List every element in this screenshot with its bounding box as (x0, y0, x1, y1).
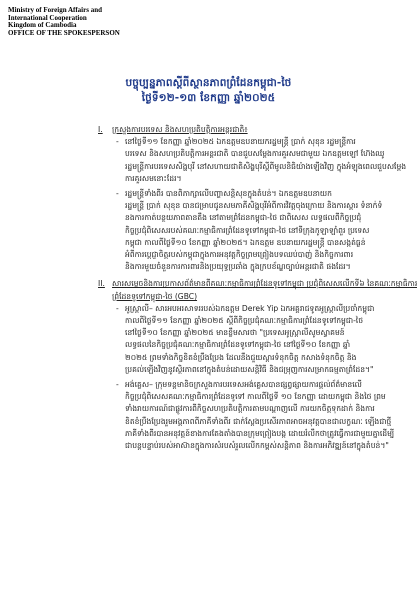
paragraph-line: ២០២៥ ព្រមទាំងកិច្ចខិតខំប្រឹងប្រែង ដែលនឹងជួយស្ដារទំនុកចិត្ត កសាងទំនុកចិត្ត និង (125, 352, 357, 362)
paragraph-line: ភាគីទាំងពីរបានអនុវត្តន៍ខាងការតែងតាំងបានក្រុមព្រៀងបង្ក ដោយរំលឹកថាត្រូវធ្វើការជាមួយគ្នាដើម្បី (125, 428, 395, 438)
section-2 (98, 278, 417, 452)
header-line: Kingdom of Cambodia (8, 21, 77, 30)
section-title-cont: ព្រំដែនទូទៅកម្ពុជា-ថៃ (GBC) (112, 291, 198, 301)
list-item (116, 188, 398, 273)
paragraph-line: បរទេស និងសហប្រតិបត្តិការអន្តរជាតិ បានជួបសម្ដែងការគួរសមជាមួយ ឯកឧត្តមឡៅ ហ៊ែងឈូ (125, 149, 385, 159)
paragraph-line: រដ្ឋមន្ត្រីទាំងពីរ បានពិភាក្សាលើបញ្ហាសន្តិសុខក្នុងតំបន់។ ឯកឧត្តមឧបនាយក (125, 189, 332, 199)
paragraph-line: នៅថ្ងៃទី១០ ខែកញ្ញា ឆ្នាំ២០២៥ មានខ្លឹមសារថា "ប្រទេសអូស្ត្រាលីសូមស្វាគមន៍ (125, 328, 345, 338)
title-line-1: បច្ចុប្បន្នភាពស្តីពីស្ថានភាពព្រំដែនកម្ពុជា-ថៃ (125, 77, 292, 89)
paragraph-line: ការគួរសមនោះដែរ។ (125, 173, 182, 183)
bullet-dash-icon: - (116, 303, 119, 313)
header-line: Ministry of Foreign Affairs and (8, 6, 102, 14)
paragraph-line: ទាំងរាយការណ៍ជាផ្លូវការពីកិច្ចសហប្រតិបត្តិការតាមបណ្ដាញលើ ការយកចិត្តទុកដាក់ និងការ (125, 404, 375, 414)
title-line-2: ថ្ងៃទី១២-១៣ ខែកញ្ញា ឆ្នាំ២០២៥ (141, 92, 276, 104)
paragraph-line: រដ្ឋមន្ត្រី ប្រាក់ សុខុន បានជម្រាបជូនសមភាគីសិង្ហបុរីអំពីការវិវត្តចុងក្រោយ និងការស្ដារ ទំនាក់ទំ (125, 201, 383, 211)
paragraph-line: កិច្ចប្រជុំពិសេសរបស់គណៈកម្មាធិការព្រំដែនទូទៅកម្ពុជា-ថៃ នៅទីក្រុងកូឡាឡាំពួរ ប្រទេស (125, 225, 370, 235)
section-title: សារសម្ដេចនិងការប្រកាសព័ត៌មានពីគណៈកម្មាធិការព្រំដែនទូទៅកម្ពុជា ប្រជុំពិសេសលើកទី៦ នៃគណៈកម្មាធិការ (112, 279, 417, 289)
header-line: International Cooperation (8, 13, 87, 22)
bullet-dash-icon: - (116, 137, 119, 147)
section-title: ក្រសួងការបរទេស និងសហប្រតិបត្តិការអន្តរជាតិ៖ (112, 125, 248, 134)
ministry-header (8, 7, 120, 37)
list-item (116, 136, 407, 185)
paragraph-line: កម្ពុជា កាលពីថ្ងៃទី១០ ខែកញ្ញា ឆ្នាំ២០២៥។ ឯកឧត្តម ឧបនាយករដ្ឋមន្ត្រី បានសង្កត់ធ្ងន់ (125, 237, 366, 247)
paragraph-line: ខិតខំប្រឹងប្រែងរួមអង្គភាពពីភាគីទាំងពីរ ជាក់ស្តែងប្រសើរភាពអាចអនុវត្តបានជាលក្ខណៈ ឡើងជាថ្មី (125, 416, 392, 426)
section-heading (98, 278, 417, 302)
list-item (116, 303, 398, 376)
section-1 (98, 124, 407, 273)
document-body (98, 124, 417, 452)
section-heading (98, 124, 398, 136)
header-line: OFFICE OF THE SPOKESPERSON (8, 28, 120, 37)
paragraph-line: អូស្ត្រាលី– សារអបអរសាទររបស់ឯកឧត្តម Derek Yip ឯកអគ្គរាជទូតអូស្ត្រាលីប្រចាំកម្ពុជា (125, 303, 375, 313)
paragraph-line: ជាបន្តបន្ទាប់របស់អាស៊ានក្នុងការសំរបសំរួលលើកកម្ពស់សន្តិភាព និងការអភិវឌ្ឍន៍នៅក្នុងតំបន់។" (125, 441, 389, 451)
list-item (116, 379, 398, 452)
paragraph-line: កាលពីថ្ងៃទី១១ ខែកញ្ញា ឆ្នាំ២០២៥ ស្ដីពីកិច្ចប្រជុំគណៈកម្មាធិការព្រំដែនទូទៅកម្ពុជា-ថៃ (125, 316, 364, 326)
paragraph-line: កិច្ចប្រជុំពិសេសគណៈកម្មាធិការព្រំដែនទូទៅ កាលពីថ្ងៃទី ១០ ខែកញ្ញា ដោយកម្ពុជា និងថៃ ព្រម (125, 392, 386, 402)
bullet-dash-icon: - (116, 189, 119, 199)
section-number: II. (98, 279, 105, 289)
paragraph-line: និងការមួយចំនួនការការពារនិងប្រយុទ្ធប្រឆាំង ក្នុងក្របខ័ណ្ឌច្បាប់អន្តរជាតិ ផងដែរ។ (125, 262, 351, 272)
paragraph-line: ប្រគល់ឡើងវិញនូវស្ថិរភាពនៅក្នុងតំបន់ដោយសន្តិវិធី និងជម្រុញការសម្រាកធម្មតាព្រំដែន។" (125, 364, 374, 374)
paragraph-line: អង់គ្លេស– ក្រុមទន្តមានិចក្រសួងការបរទេសអង់គ្លេសបានផ្សព្វផ្សាយការផ្ដល់ព័ត៌មានលើ (125, 380, 362, 390)
section-number: I. (98, 125, 103, 134)
bullet-dash-icon: - (116, 380, 119, 390)
paragraph-line: រដ្ឋមន្ត្រីការបរទេសសិង្ហបុរី នៅសហាយជាតិសិង្ហបុរីស្ដីពីមូលនិធិយ៉ាងឡើងវិញ ក្នុងអំឡុងពេលជួបសម្ដែង (125, 161, 407, 171)
paragraph-line: អំពីការប្តេជ្ញាចិត្តរបស់កម្ពុជាក្នុងការអនុវត្តកិច្ចព្រមព្រៀងបទឈប់បាញ់ និងកិច្ចការពារ (125, 250, 354, 260)
paragraph-line: នងការកាត់បន្ថយភាពតានតឹង នៅតាមព្រំដែនកម្ពុជា-ថៃ ជាពិសេស លទ្ធផលពីកិច្ចប្រជុំ (125, 213, 362, 223)
document-title (0, 76, 417, 106)
paragraph-line: នៅថ្ងៃទី១១ ខែកញ្ញា ឆ្នាំ២០២៥ ឯកឧត្តមឧបនាយករដ្ឋមន្ត្រី ប្រាក់ សុខុន រដ្ឋមន្ត្រីការ (125, 137, 356, 147)
paragraph-line: លទ្ធផលនៃកិច្ចប្រជុំគណៈកម្មាធិការព្រំដែនទូទៅកម្ពុជា-ថៃ នៅថ្ងៃទី១០ ខែកញ្ញា ឆ្នាំ (125, 340, 351, 350)
